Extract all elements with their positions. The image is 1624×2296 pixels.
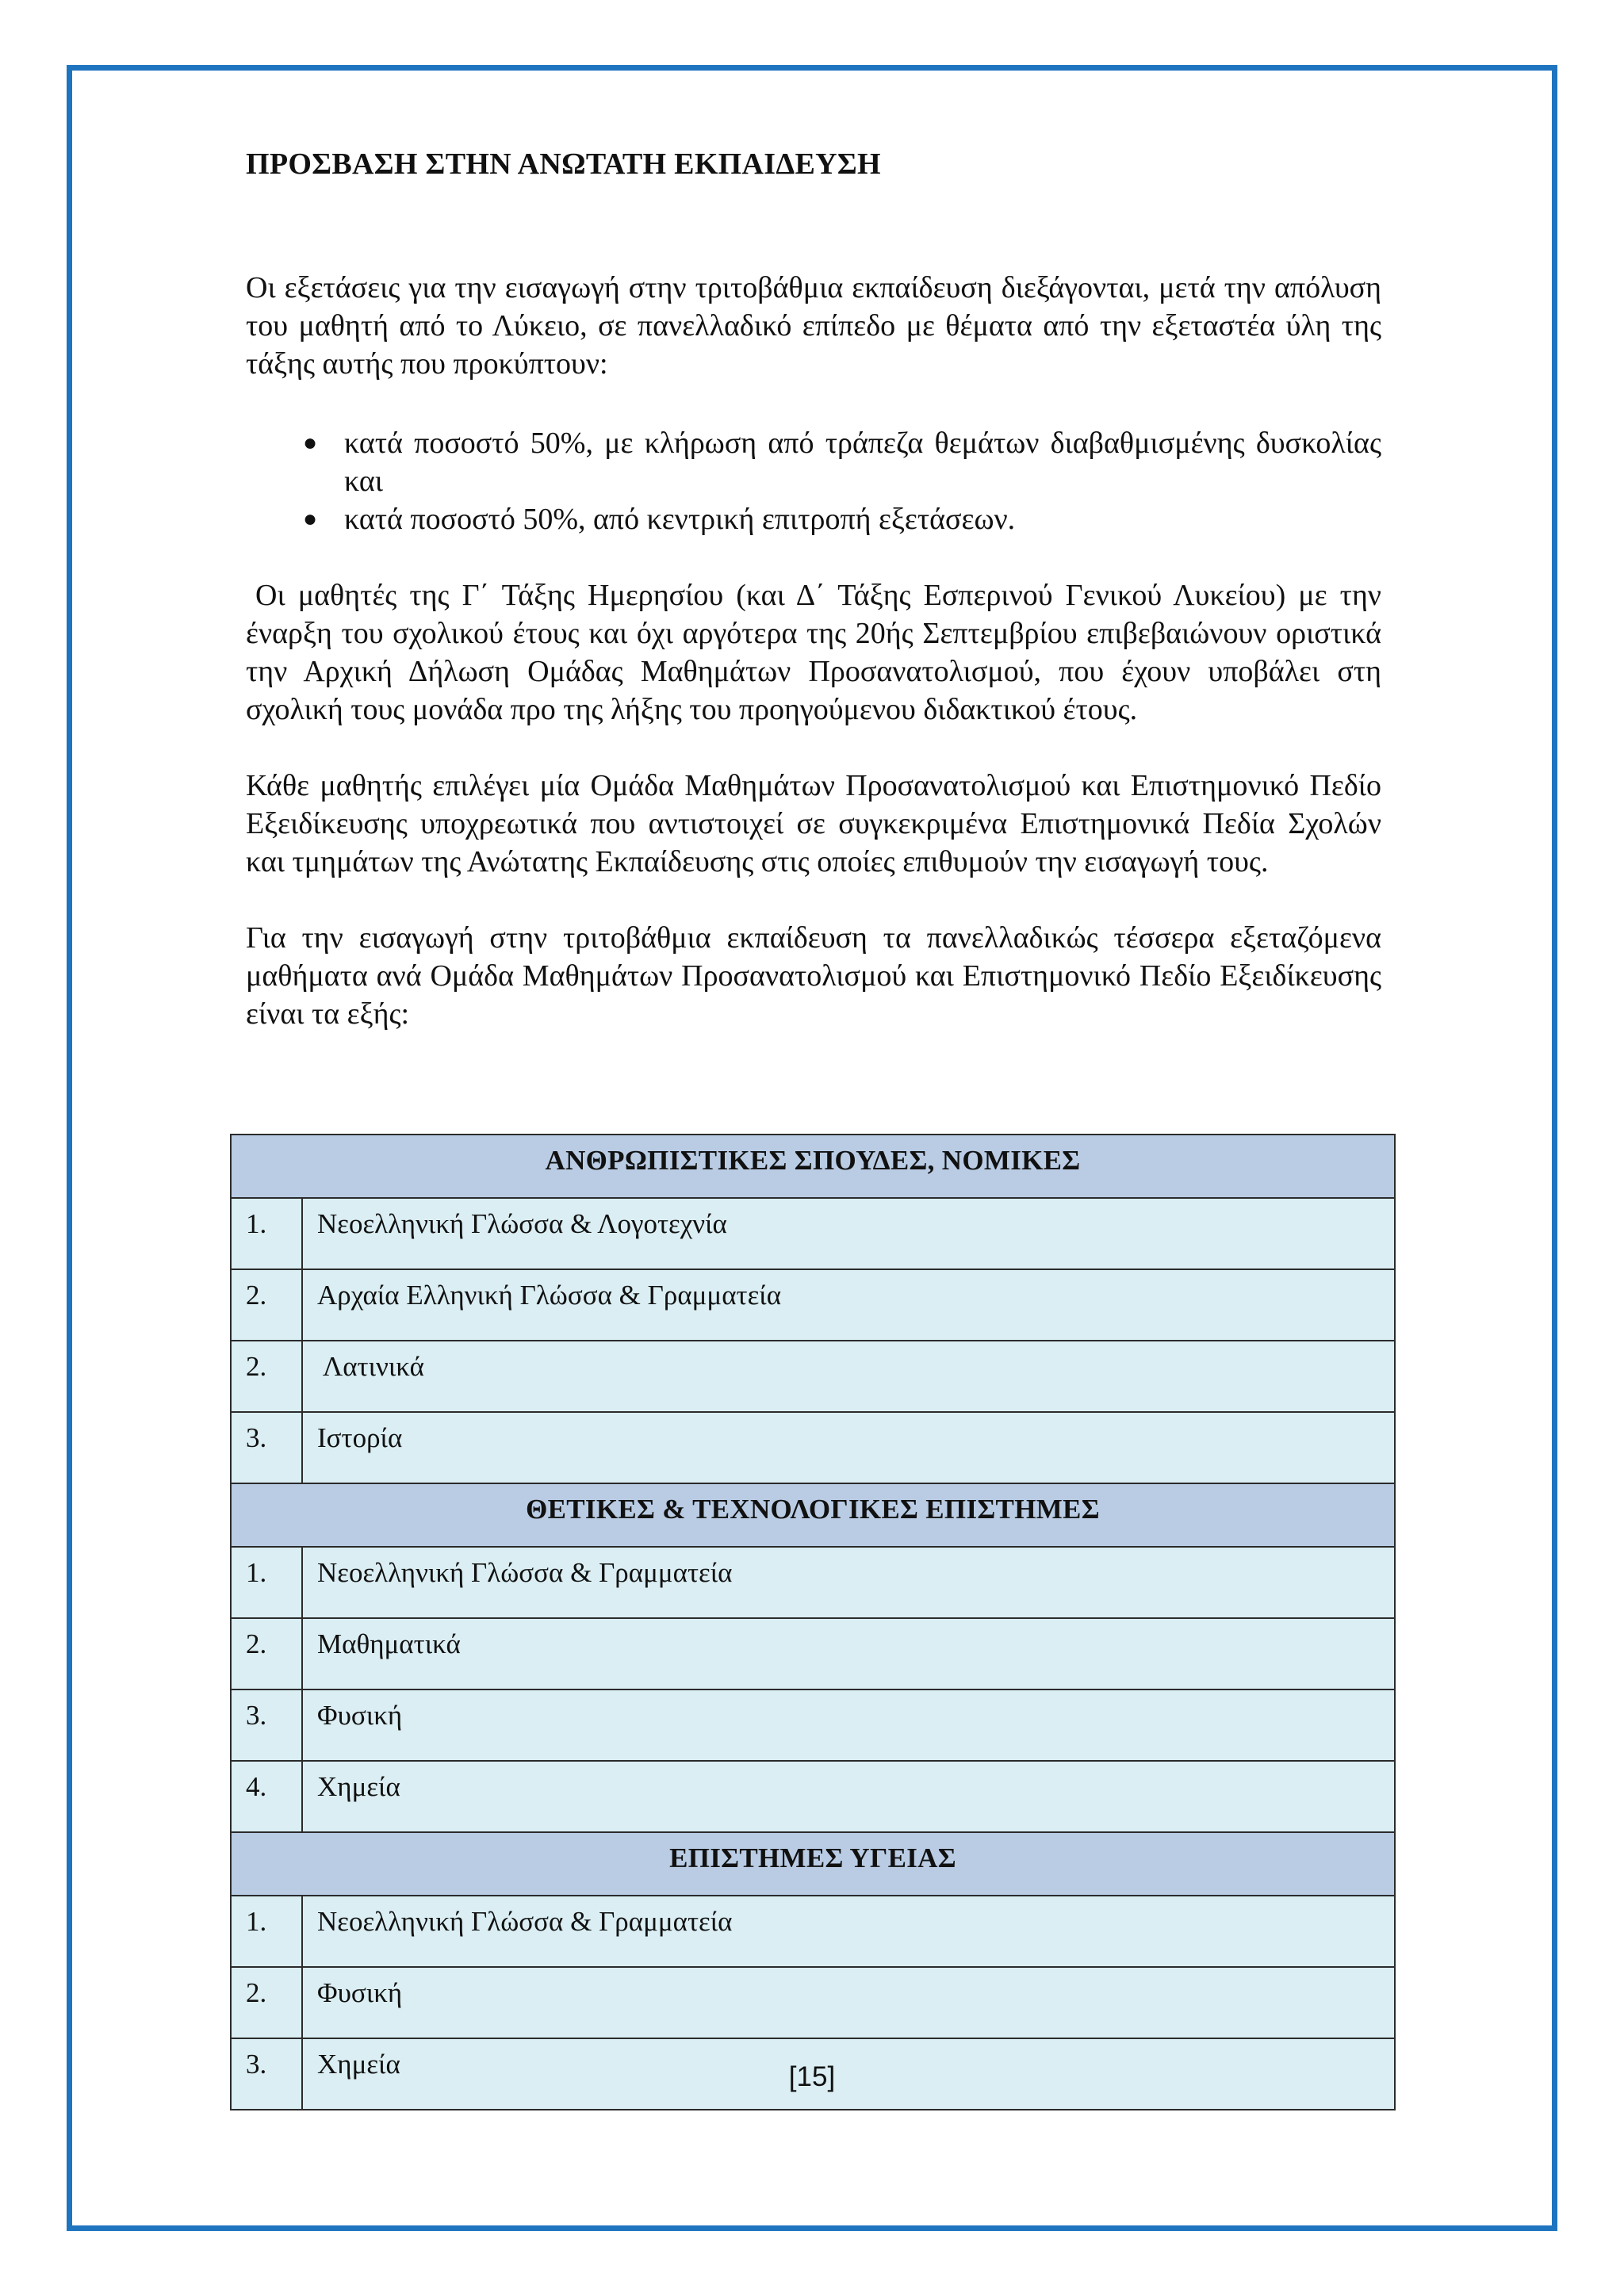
row-number: 1. [231,1896,302,1967]
document-body [246,147,1381,1033]
bullet-icon: ● [303,430,318,456]
row-number: 3. [231,1412,302,1483]
row-number: 3. [231,2038,302,2110]
row-number: 2. [231,1269,302,1341]
page-number: [15] [788,2061,836,2092]
row-number: 1. [231,1547,302,1618]
exams-paragraph: Για την εισαγωγή στην τριτοβάθμια εκπαίδευση τα πανελλαδικώς τέσσερα εξεταζόμενα μαθήματα ανά Ομάδα Μαθημάτων Προσανατολισμού και Επιστημονικό Πεδίο Εξειδίκευσης είναι τα εξής: [246,921,1381,1031]
row-subject: Μαθηματικά [302,1618,1395,1689]
table-row [231,1689,1395,1761]
row-subject: Φυσική [302,1689,1395,1761]
students-paragraph: Οι μαθητές της Γ΄ Τάξης Ημερησίου (και Δ΄ Τάξης Εσπερινού Γενικού Λυκείου) με την έναρξη του σχολικού έτους και όχι αργότερα της 20ής Σεπτεμβρίου επιβεβαιώνουν οριστικά την Αρχική Δήλωση Ομάδας Μαθημάτων Προσανατολισμού, που έχουν υποβάλει στη σχολική τους μονάδα προ της λήξης του προηγούμενου διδακτικού έτους. [246,579,1381,726]
table-row [231,1547,1395,1618]
group-header: ΑΝΘΡΩΠΙΣΤΙΚΕΣ ΣΠΟΥΔΕΣ, ΝΟΜΙΚΕΣ [231,1135,1395,1198]
table-row [231,1761,1395,1832]
table-row [231,1896,1395,1967]
row-subject: Νεοελληνική Γλώσσα & Γραμματεία [302,1547,1395,1618]
table-row [231,1618,1395,1689]
row-subject: Νεοελληνική Γλώσσα & Λογοτεχνία [302,1198,1395,1269]
bullet-text: κατά ποσοστό 50%, από κεντρική επιτροπή εξετάσεων. [344,503,1016,536]
row-subject: Φυσική [302,1967,1395,2038]
row-subject: Χημεία [302,2038,1395,2110]
group-header: ΕΠΙΣΤΗΜΕΣ ΥΓΕΙΑΣ [231,1832,1395,1896]
row-subject: Αρχαία Ελληνική Γλώσσα & Γραμματεία [302,1269,1395,1341]
table-row [231,1341,1395,1412]
table-row [231,1269,1395,1341]
row-subject: Νεοελληνική Γλώσσα & Γραμματεία [302,1896,1395,1967]
bullet-icon: ● [303,506,318,532]
table-row [231,1412,1395,1483]
intro-paragraph: Οι εξετάσεις για την εισαγωγή στην τριτοβάθμια εκπαίδευση διεξάγονται, μετά την απόλυση του μαθητή από το Λύκειο, σε πανελλαδικό επίπεδο με θέματα από την εξεταστέα ύλη της τάξης αυτής που προκύπτουν: [246,271,1381,381]
group-header-row [231,1483,1395,1547]
group-header-row [231,1135,1395,1198]
row-subject: Χημεία [302,1761,1395,1832]
row-number: 3. [231,1689,302,1761]
row-number: 2. [231,1341,302,1412]
choice-paragraph: Κάθε μαθητής επιλέγει μία Ομάδα Μαθημάτων Προσανατολισμού και Επιστημονικό Πεδίο Εξειδίκευσης υποχρεωτικά που αντιστοιχεί σε συγκεκριμένα Επιστημονικά Πεδία Σχολών και τμημάτων της Ανώτατης Εκπαίδευσης στις οποίες επιθυμούν την εισαγωγή τους. [246,769,1381,878]
row-number: 2. [231,1618,302,1689]
bullet-item [246,424,1381,500]
row-number: 4. [231,1761,302,1832]
bullet-list [246,424,1381,538]
bullet-text: κατά ποσοστό 50%, με κλήρωση από τράπεζα θεμάτων διαβαθμισμένης δυσκολίας και [344,427,1381,498]
group-header-row [231,1832,1395,1896]
row-number: 2. [231,1967,302,2038]
bullet-item [246,500,1381,538]
table-row [231,1198,1395,1269]
row-number: 1. [231,1198,302,1269]
row-subject: Λατινικά [302,1341,1395,1412]
group-header: ΘΕΤΙΚΕΣ & ΤΕΧΝΟΛΟΓΙΚΕΣ ΕΠΙΣΤΗΜΕΣ [231,1483,1395,1547]
page-title: ΠΡΟΣΒΑΣΗ ΣΤΗΝ ΑΝΩΤΑΤΗ ΕΚΠΑΙΔΕΥΣΗ [246,147,881,181]
table-row [231,1967,1395,2038]
subjects-table [230,1134,1396,2110]
row-subject: Ιστορία [302,1412,1395,1483]
